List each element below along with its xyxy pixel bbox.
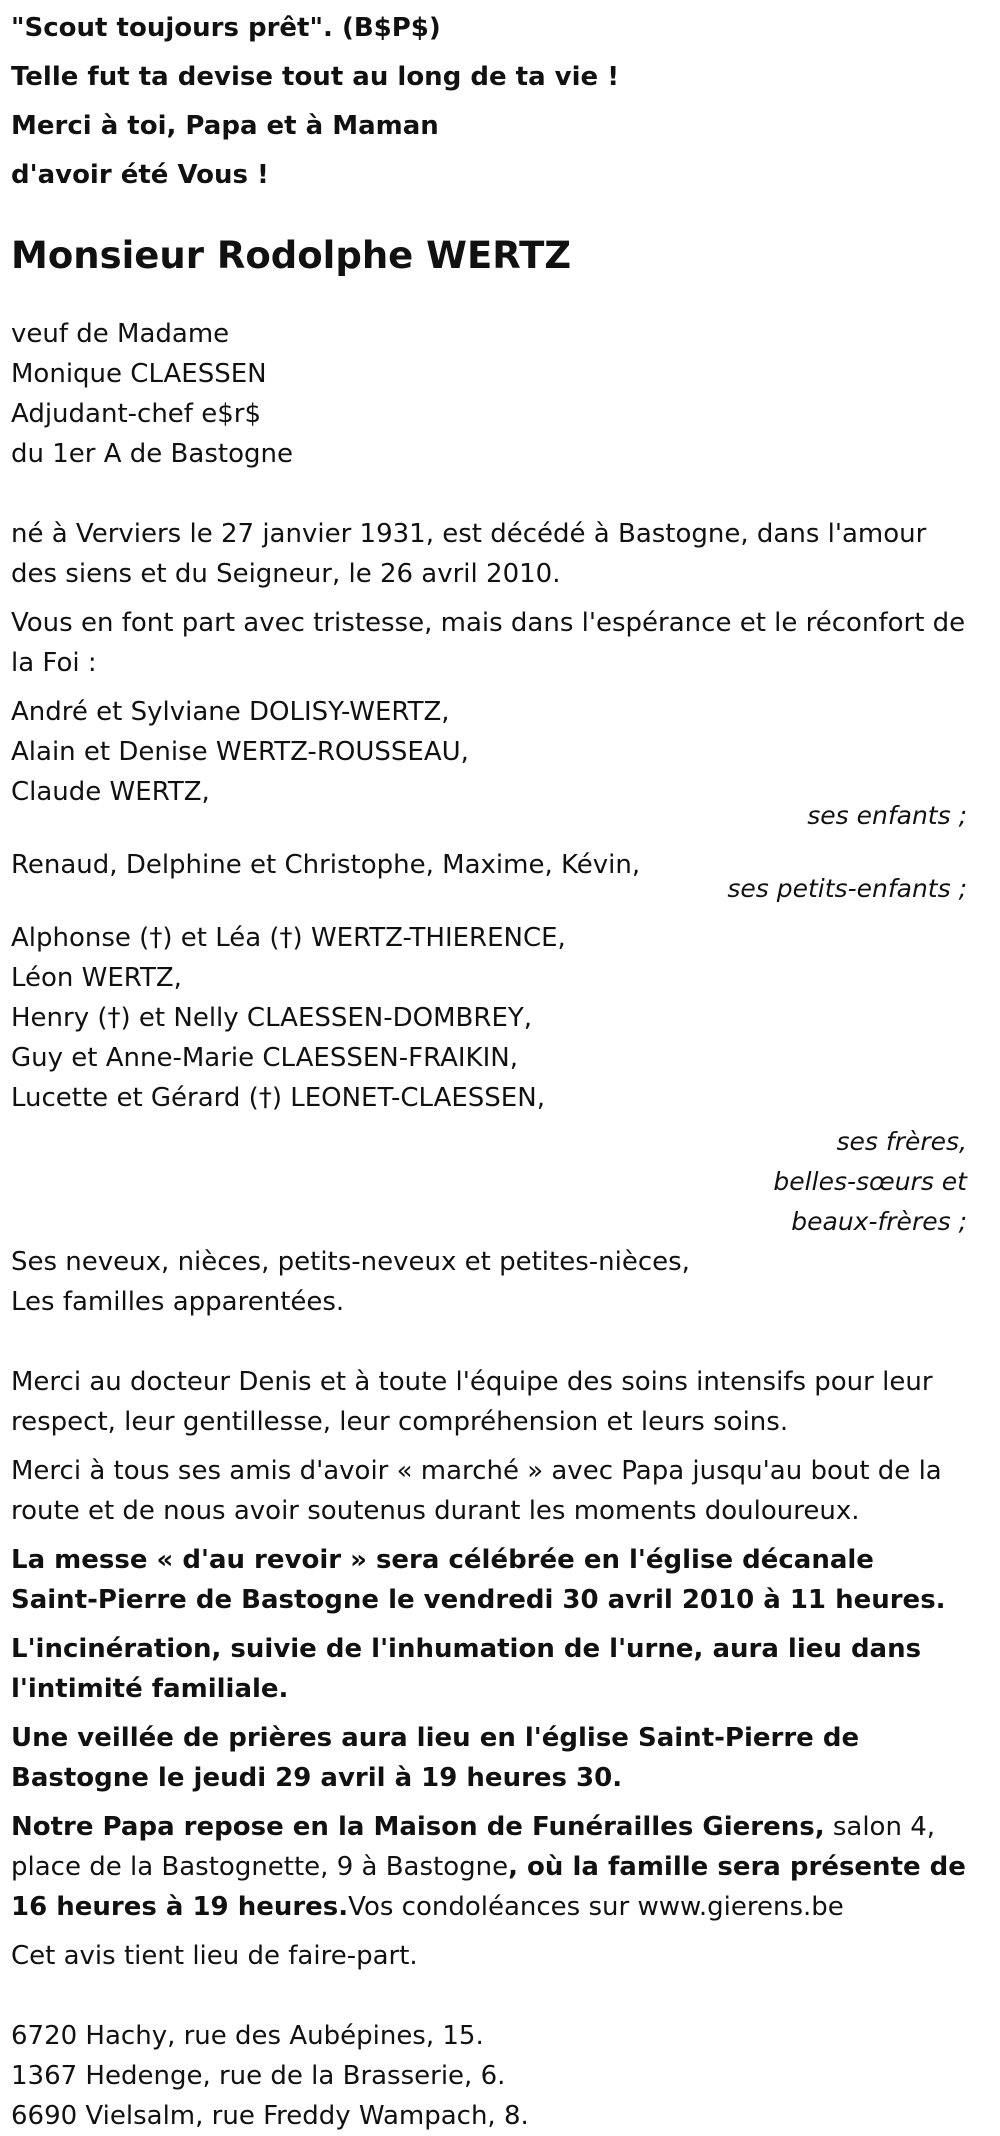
- intro-line: du 1er A de Bastogne: [11, 439, 293, 469]
- thanks-doctor-text: Merci au docteur Denis et à toute l'équipe des soins intensifs pour leur respect, leur gentillesse, leur compréhension et leurs soins.: [11, 1367, 933, 1437]
- address-line: 1367 Hedenge, rue de la Brasserie, 6.: [11, 2061, 506, 2091]
- child-name: Claude WERTZ,: [11, 777, 210, 807]
- motto-block: [11, 4, 967, 200]
- sibling-name: Lucette et Gérard (†) LEONET-CLAESSEN,: [11, 1083, 545, 1113]
- cremation-text: L'incinération, suivie de l'inhumation de l'urne, aura lieu dans l'intimité familiale.: [11, 1634, 922, 1704]
- sibling-name: Léon WERTZ,: [11, 963, 182, 993]
- grandchildren-block: [11, 845, 967, 909]
- repose-funeral-home: Notre Papa repose en la Maison de Funérailles Gierens,: [11, 1812, 825, 1842]
- motto-line: Telle fut ta devise tout au long de ta vie !: [11, 62, 620, 92]
- siblings-block: [11, 918, 967, 1242]
- address-line: 6690 Vielsalm, rue Freddy Wampach, 8.: [11, 2101, 529, 2131]
- thanks-friends-text: Merci à tous ses amis d'avoir « marché » avec Papa jusqu'au bout de la route et de nous avoir soutenus durant les moments douloureux.: [11, 1456, 942, 1526]
- intro-line: Monique CLAESSEN: [11, 359, 267, 389]
- birth-death-text: né à Verviers le 27 janvier 1931, est décédé à Bastogne, dans l'amour des siens et du Seigneur, le 26 avril 2010.: [11, 519, 927, 589]
- intro-block: [11, 314, 967, 474]
- motto-line: Merci à toi, Papa et à Maman: [11, 111, 439, 141]
- intro-line: veuf de Madame: [11, 319, 230, 349]
- siblings-relation: beaux-frères ;: [791, 1207, 967, 1236]
- grandchildren-names: Renaud, Delphine et Christophe, Maxime, Kévin,: [11, 850, 641, 880]
- siblings-relation: ses frères,: [836, 1127, 967, 1156]
- motto-line: d'avoir été Vous !: [11, 160, 269, 190]
- others-line: Les familles apparentées.: [11, 1287, 345, 1317]
- others-block: [11, 1242, 967, 1322]
- mass-text: La messe « d'au revoir » sera célébrée en l'église décanale Saint-Pierre de Bastogne le vendredi 30 avril 2010 à 11 heures.: [11, 1545, 946, 1615]
- addresses-block: [11, 2016, 967, 2136]
- child-name: André et Sylviane DOLISY-WERTZ,: [11, 697, 450, 727]
- address-line: 6720 Hachy, rue des Aubépines, 15.: [11, 2021, 484, 2051]
- sibling-name: Guy et Anne-Marie CLAESSEN-FRAIKIN,: [11, 1043, 518, 1073]
- deceased-name: Monsieur Rodolphe WERTZ: [11, 234, 572, 277]
- children-block: [11, 692, 967, 836]
- repose-hours: , où la famille sera présente de 16 heures à 19 heures.: [11, 1852, 966, 1922]
- motto-line: "Scout toujours prêt". (B$P$): [11, 13, 441, 43]
- intro-line: Adjudant-chef e$r$: [11, 399, 261, 429]
- sibling-name: Alphonse (†) et Léa (†) WERTZ-THIERENCE,: [11, 923, 566, 953]
- notice-text: Cet avis tient lieu de faire-part.: [11, 1941, 418, 1971]
- grandchildren-relation: ses petits-enfants ;: [727, 874, 967, 903]
- sibling-name: Henry (†) et Nelly CLAESSEN-DOMBREY,: [11, 1003, 533, 1033]
- repose-condolences: Vos condoléances sur www.gierens.be: [348, 1892, 844, 1922]
- child-name: Alain et Denise WERTZ-ROUSSEAU,: [11, 737, 469, 767]
- repose-text: [11, 1807, 967, 1927]
- announcement-text: Vous en font part avec tristesse, mais dans l'espérance et le réconfort de la Foi :: [11, 608, 966, 678]
- vigil-text: Une veillée de prières aura lieu en l'église Saint-Pierre de Bastogne le jeudi 29 avril à 19 heures 30.: [11, 1723, 860, 1793]
- siblings-relation: belles-sœurs et: [773, 1167, 967, 1196]
- others-line: Ses neveux, nièces, petits-neveux et petites-nièces,: [11, 1247, 690, 1277]
- repose-address: salon 4, place de la Bastognette, 9 à Bastogne: [11, 1812, 936, 1882]
- children-relation: ses enfants ;: [807, 801, 967, 830]
